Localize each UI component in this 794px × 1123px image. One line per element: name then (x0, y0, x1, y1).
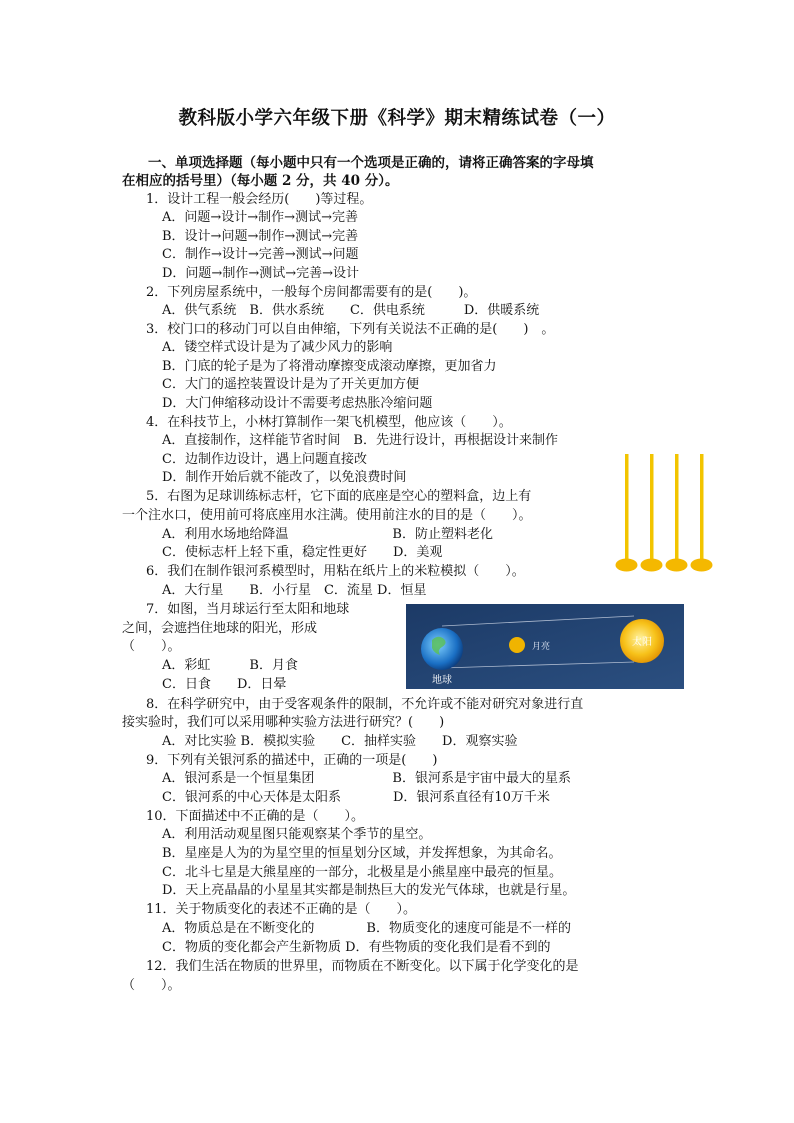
question-7-blank: （ ）。 (122, 639, 181, 654)
sun-label: 太阳 (632, 637, 652, 648)
question-3: 3．校门口的移动门可以自由伸缩，下列有关说法不正确的是( ) 。 (146, 322, 555, 337)
question-7-cont: 之间，会遮挡住地球的阳光，形成 (122, 621, 318, 636)
q10-option-d: D．天上亮晶晶的小星星其实都是制热巨大的发光气体球，也就是行星。 (162, 883, 576, 898)
question-6: 6．我们在制作银河系模型时，用粘在纸片上的米粒模拟（ ）。 (146, 564, 525, 579)
q6-options: A．大行星 B．小行星 C．流星 D．恒星 (162, 583, 427, 598)
section-heading-cont: 在相应的括号里）（每小题 2 分，共 40 分）。 (122, 173, 399, 189)
q1-option-d: D．问题→制作→测试→完善→设计 (162, 266, 359, 281)
q4-option-d: D．制作开始后就不能改了，以免浪费时间 (162, 470, 407, 485)
q1-option-c: C．制作→设计→完善→测试→问题 (162, 247, 359, 262)
question-9: 9．下列有关银河系的描述中，正确的一项是( ) (146, 753, 438, 768)
moon-label: 月亮 (532, 642, 551, 652)
question-12: 12．我们生活在物质的世界里，而物质在不断变化。以下属于化学变化的是 (146, 959, 579, 974)
question-7: 7．如图，当月球运行至太阳和地球 (146, 602, 350, 617)
q10-option-c: C．北斗七星是大熊星座的一部分，北极星是小熊星座中最亮的恒星。 (162, 865, 562, 880)
q4-options-ab: A．直接制作，这样能节省时间 B．先进行设计，再根据设计来制作 (162, 433, 558, 448)
question-2: 2．下列房屋系统中，一般每个房间都需要有的是( )。 (146, 285, 477, 300)
section-heading: 一、单项选择题（每小题中只有一个选项是正确的，请将正确答案的字母填 (148, 155, 594, 171)
q3-option-c: C．大门的遥控装置设计是为了开关更加方便 (162, 377, 419, 392)
marker-poles-figure (612, 450, 716, 574)
question-5-cont: 一个注水口，使用前可将底座用水注满。使用前注水的目的是（ ）。 (122, 508, 532, 523)
moon (509, 637, 525, 653)
question-8-cont: 接实验时，我们可以采用哪种实验方法进行研究？( ) (122, 715, 445, 730)
q9-options-ab: A．银河系是一个恒星集团 B．银河系是宇宙中最大的星系 (162, 771, 571, 786)
q1-option-b: B．设计→问题→制作→测试→完善 (162, 229, 359, 244)
marker-pole (666, 454, 688, 572)
q3-option-d: D．大门伸缩移动设计不需要考虑热胀冷缩问题 (162, 396, 433, 411)
q1-option-a: A．问题→设计→制作→测试→完善 (162, 210, 358, 225)
question-5: 5．右图为足球训练标志杆，它下面的底座是空心的塑料盒，边上有 (146, 489, 532, 504)
earth (421, 628, 463, 670)
q5-options-cd: C．使标志杆上轻下重，稳定性更好 D．美观 (162, 545, 443, 560)
question-10: 10．下面描述中不正确的是（ ）。 (146, 809, 365, 824)
q11-options-cd: C．物质的变化都会产生新物质 D．有些物质的变化我们是看不到的 (162, 940, 551, 955)
q2-options: A．供气系统 B．供水系统 C．供电系统 D．供暖系统 (162, 303, 540, 318)
q8-options: A．对比实验 B．模拟实验 C．抽样实验 D．观察实验 (162, 734, 518, 749)
marker-pole (641, 454, 663, 572)
page-title: 教科版小学六年级下册《科学》期末精练试卷（一） (178, 108, 616, 129)
question-1: 1．设计工程一般会经历( )等过程。 (146, 192, 373, 207)
q10-option-b: B．星座是人为的为星空里的恒星划分区域，并发挥想象，为其命名。 (162, 846, 562, 861)
marker-pole (616, 454, 638, 572)
question-12-blank: （ ）。 (122, 978, 181, 993)
question-8: 8．在科学研究中，由于受客观条件的限制，不允许或不能对研究对象进行直 (146, 697, 584, 712)
question-4: 4．在科技节上，小林打算制作一架飞机模型，他应该（ ）。 (146, 415, 512, 430)
question-11: 11．关于物质变化的表述不正确的是（ ）。 (146, 902, 417, 917)
q7-options-ab: A．彩虹 B．月食 (162, 658, 298, 673)
q5-options-ab: A．利用水场地给降温 B．防止塑料老化 (162, 527, 493, 542)
q4-option-c: C．边制作边设计，遇上问题直接改 (162, 452, 367, 467)
q11-options-ab: A．物质总是在不断变化的 B．物质变化的速度可能是不一样的 (162, 921, 571, 936)
q7-options-cd: C．日食 D．日晕 (162, 677, 287, 692)
earth-label: 地球 (432, 675, 452, 686)
q3-option-a: A．镂空样式设计是为了减少风力的影响 (162, 340, 393, 355)
eclipse-diagram (406, 604, 684, 689)
marker-pole (691, 454, 713, 572)
q3-option-b: B．门底的轮子是为了将滑动摩擦变成滚动摩擦，更加省力 (162, 359, 497, 374)
q10-option-a: A．利用活动观星图只能观察某个季节的星空。 (162, 827, 432, 842)
q9-options-cd: C．银河系的中心天体是太阳系 D．银河系直径有10万千米 (162, 790, 550, 805)
